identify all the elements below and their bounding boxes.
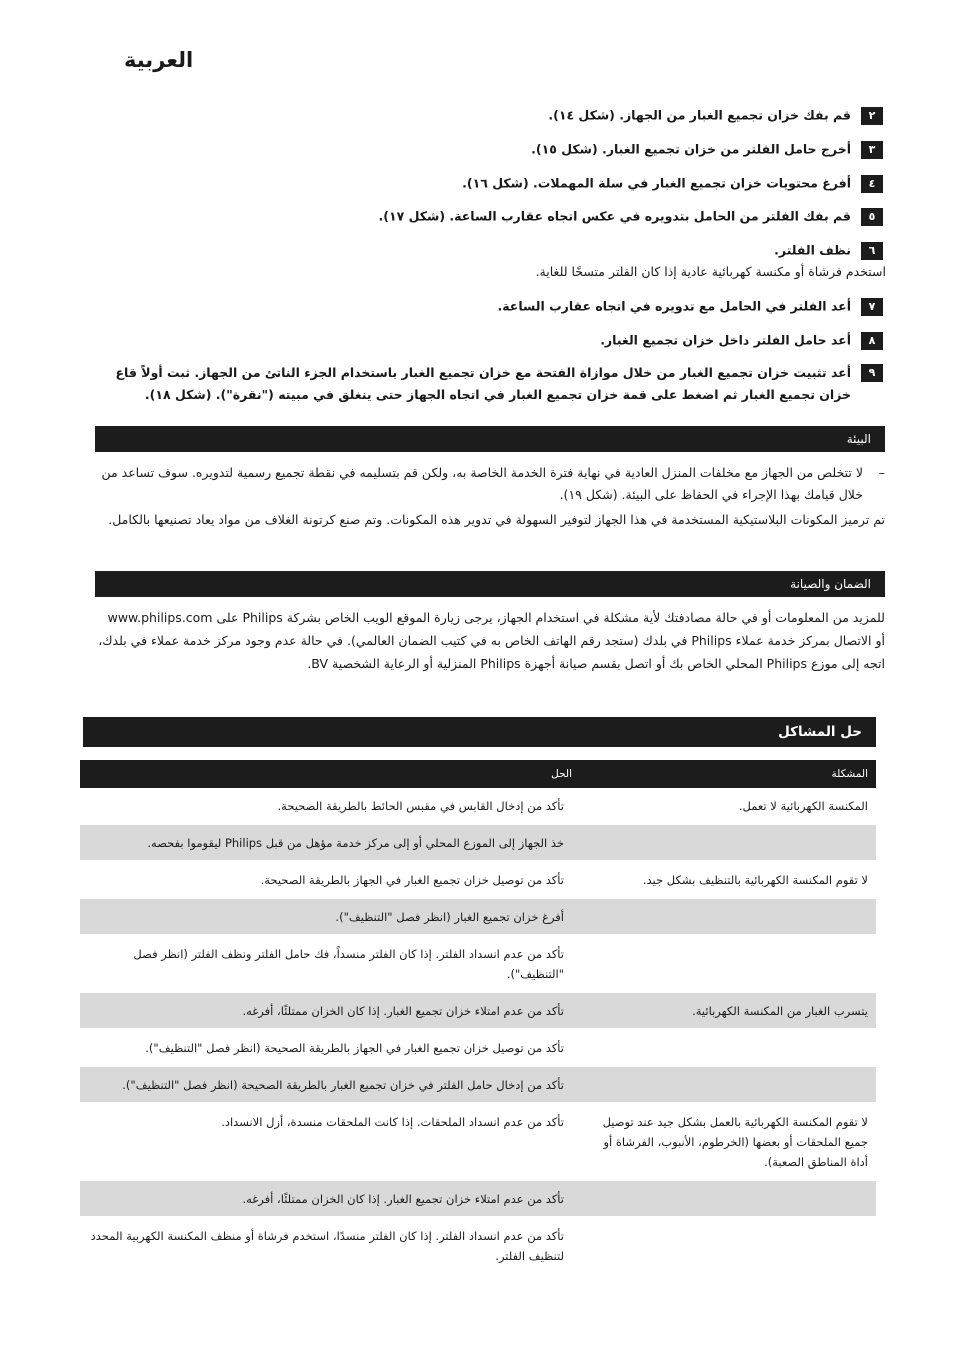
- problem-cell: [582, 898, 876, 935]
- step-number: ٤: [861, 175, 883, 193]
- step-7: [103, 295, 883, 318]
- table-body: [80, 788, 876, 1274]
- environment-paragraph: تم ترميز المكونات البلاستيكية المستخدمة في هذا الجهاز لتوفير السهولة في تدوير هذه المكونات. وتم صنع كرتونة الغلاف من مواد يعاد تصنيعها بالكامل.: [108, 512, 885, 527]
- guarantee-paragraph: للمزيد من المعلومات أو في حالة مصادفتك لأية مشكلة في استخدام الجهاز، يرجى زيارة الموقع الويب الخاص بشركة Philips على www.philips.com أو الاتصال بمركز خدمة عملاء Philips في بلدك (ستجد رقم الهاتف الخاص به في كتيب الضمان العالمي). في حالة عدم وجود مركز خدمة عملاء في بلدك، اتجه إلى موزع Philips المحلي الخاص بك أو اتصل بقسم صيانة أجهزة Philips المنزلية أو الرعاية الشخصية BV.: [98, 610, 885, 671]
- table-row: [80, 1029, 876, 1066]
- step-number: ٩: [861, 364, 883, 382]
- solution-cell: تأكد من توصيل خزان تجميع الغبار في الجهاز بالطريقة الصحيحة (انظر فصل "التنظيف").: [80, 1029, 582, 1066]
- step-text: قم بفك الفلتر من الحامل بتدويره في عكس اتجاه عقارب الساعة. (شكل ١٧).: [378, 208, 851, 224]
- step-8: [103, 329, 883, 352]
- problem-cell: لا تقوم المكنسة الكهربائية بالعمل بشكل جيد عند توصيل جميع الملحقات أو بعضها (الخرطوم، الأنبوب، الفرشاة أو أداة المناطق الصعبة).: [582, 1103, 876, 1180]
- step-number: ٦: [861, 242, 883, 260]
- solution-cell: تأكد من عدم امتلاء خزان تجميع الغبار. إذا كان الخزان ممتلئًا، أفرغه.: [80, 992, 582, 1029]
- step-5: [103, 205, 883, 228]
- step-number: ٨: [861, 332, 883, 350]
- step-text: أعد حامل الفلتر داخل خزان تجميع الغبار.: [600, 332, 851, 348]
- solution-cell: خذ الجهاز إلى الموزع المحلي أو إلى مركز خدمة مؤهل من قبل Philips ليقوموا بفحصه.: [80, 824, 582, 861]
- column-header-solution: الحل: [80, 760, 582, 788]
- table-row: [80, 824, 876, 861]
- step-6-note: استخدم فرشاة أو مكنسة كهربائية عادية إذا كان الفلتر متسخًا للغاية.: [535, 264, 886, 279]
- table-header-row: [80, 760, 876, 788]
- solution-cell: تأكد من إدخال القابس في مقبس الحائط بالطريقة الصحيحة.: [80, 788, 582, 824]
- solution-cell: تأكد من عدم انسداد الفلتر. إذا كان الفلتر منسدًا، استخدم فرشاة أو منظف المكنسة الكهربية المحدد لتنظيف الفلتر.: [80, 1217, 582, 1274]
- step-text: أعد الفلتر في الحامل مع تدويره في اتجاه عقارب الساعة.: [497, 298, 851, 314]
- section-heading-guarantee: الضمان والصيانة: [95, 571, 885, 597]
- table-row: [80, 1217, 876, 1274]
- table-row: [80, 861, 876, 898]
- step-6: [103, 239, 883, 262]
- table-row: [80, 1180, 876, 1217]
- solution-cell: تأكد من عدم امتلاء خزان تجميع الغبار. إذا كان الخزان ممتلئًا، أفرغه.: [80, 1180, 582, 1217]
- troubleshooting-table: [80, 760, 876, 1275]
- solution-cell: تأكد من عدم انسداد الملحقات. إذا كانت الملحقات منسدة، أزل الانسداد.: [80, 1103, 582, 1180]
- step-number: ٥: [861, 208, 883, 226]
- step-number: ٣: [861, 141, 883, 159]
- solution-cell: تأكد من إدخال حامل الفلتر في خزان تجميع الغبار بالطريقة الصحيحة (انظر فصل "التنظيف").: [80, 1066, 582, 1103]
- bullet-dash: –: [878, 465, 885, 480]
- table-row: [80, 898, 876, 935]
- step-number: ٧: [861, 298, 883, 316]
- table-row: [80, 1066, 876, 1103]
- table-row: [80, 935, 876, 992]
- table-row: [80, 992, 876, 1029]
- section-heading-environment: البيئة: [95, 426, 885, 452]
- step-text: نظف الفلتر.: [774, 242, 851, 258]
- solution-cell: أفرغ خزان تجميع الغبار (انظر فصل "التنظيف").: [80, 898, 582, 935]
- environment-bullet-text: لا تتخلص من الجهاز مع مخلفات المنزل العادية في نهاية فترة الخدمة الخاصة به، ولكن قم بتسليمه في نقطة تجميع رسمية لتدويره. سوف تساعد من خلال قيامك بهذا الإجراء في الحفاظ على البيئة. (شكل ١٩).: [101, 465, 863, 502]
- solution-cell: تأكد من توصيل خزان تجميع الغبار في الجهاز بالطريقة الصحيحة.: [80, 861, 582, 898]
- problem-cell: [582, 1180, 876, 1217]
- step-text: قم بفك خزان تجميع الغبار من الجهاز. (شكل ١٤).: [548, 107, 851, 123]
- problem-cell: يتسرب الغبار من المكنسة الكهربائية.: [582, 992, 876, 1029]
- section-heading-troubleshooting: حل المشاكل: [83, 717, 876, 747]
- page-title: العربية: [124, 48, 194, 72]
- step-2: [103, 104, 883, 127]
- problem-cell: [582, 1029, 876, 1066]
- step-number: ٢: [861, 107, 883, 125]
- problem-cell: [582, 1066, 876, 1103]
- table-row: [80, 788, 876, 824]
- solution-cell: تأكد من عدم انسداد الفلتر. إذا كان الفلتر منسداً، فك حامل الفلتر ونظف الفلتر (انظر فصل "التنظيف").: [80, 935, 582, 992]
- step-text: أفرغ محتويات خزان تجميع الغبار في سلة المهملات. (شكل ١٦).: [462, 175, 851, 191]
- step-4: [103, 172, 883, 195]
- problem-cell: لا تقوم المكنسة الكهربائية بالتنظيف بشكل جيد.: [582, 861, 876, 898]
- environment-bullet: [95, 462, 885, 506]
- step-9: [103, 362, 883, 406]
- step-text: أعد تثبيت خزان تجميع الغبار من خلال موازاة الفتحة مع خزان تجميع الغبار باستخدام الجزء الناتئ من الجهاز. ثبت أولاً قاع خزان تجميع الغبار ثم اضغط على قمة خزان تجميع الغبار في اتجاه الجهاز حتى ينغلق في مبيته ("نقرة"). (شكل ١٨).: [115, 365, 851, 402]
- step-text: أخرج حامل الفلتر من خزان تجميع الغبار. (شكل ١٥).: [531, 141, 851, 157]
- column-header-problem: المشكلة: [582, 760, 876, 788]
- problem-cell: [582, 1217, 876, 1274]
- step-3: [103, 138, 883, 161]
- problem-cell: المكنسة الكهربائية لا تعمل.: [582, 788, 876, 824]
- problem-cell: [582, 824, 876, 861]
- problem-cell: [582, 935, 876, 992]
- table-row: [80, 1103, 876, 1180]
